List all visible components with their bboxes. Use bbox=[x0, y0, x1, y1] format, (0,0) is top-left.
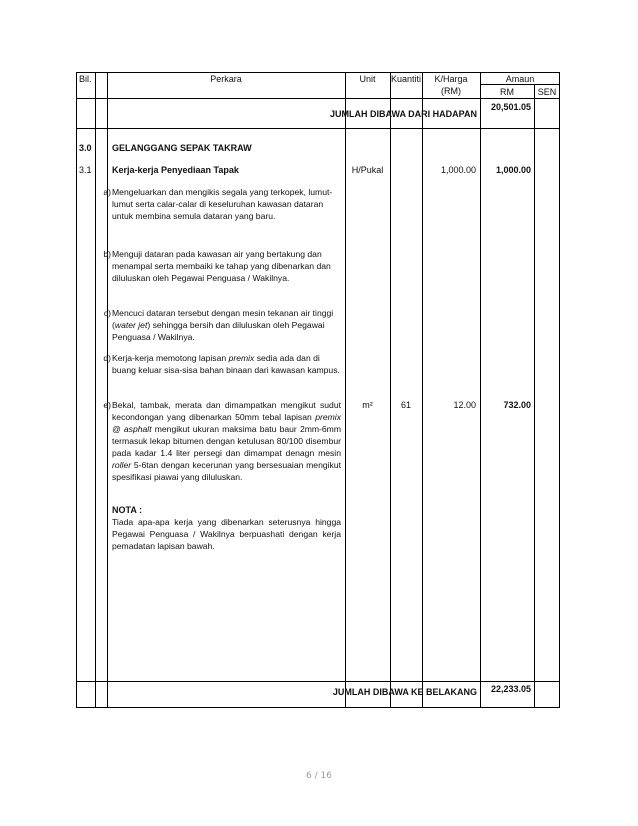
subitem-e-label: e) bbox=[103, 400, 111, 410]
subitem-d-text: Kerja-kerja memotong lapisan premix sedia ada dan di buang keluar sisa-sisa bahan binaan dari kawasan kampus. bbox=[112, 353, 340, 375]
item-unit: H/Pukal bbox=[351, 165, 384, 175]
column-rule bbox=[95, 72, 96, 708]
section-title: GELANGGANG SEPAK TAKRAW bbox=[112, 143, 252, 153]
subitem-d-label: d) bbox=[103, 353, 111, 363]
header-kuantiti: Kuantiti bbox=[390, 74, 422, 84]
subitem-e-amount: 732.00 bbox=[503, 400, 531, 410]
column-rule bbox=[107, 72, 108, 708]
nota-text: Tiada apa-apa kerja yang dibenarkan seterusnya hingga Pegawai Penguasa / Wakilnya berpuashati dengan kerja pemadatan lapisan bawah. bbox=[112, 517, 341, 551]
carried-forward-label: JUMLAH DIBAWA DARI HADAPAN bbox=[330, 109, 477, 119]
subitem-a-label: a) bbox=[103, 187, 111, 197]
subitem-e-rate: 12.00 bbox=[453, 400, 476, 410]
item-amount: 1,000.00 bbox=[495, 165, 531, 175]
subitem-b-label: b) bbox=[103, 249, 111, 259]
item-rate: 1,000.00 bbox=[440, 165, 476, 175]
header-rule bbox=[76, 98, 560, 99]
carried-forward-amount: 20,501.05 bbox=[490, 102, 531, 112]
header-kharga: K/Harga bbox=[434, 74, 468, 84]
subitem-e-quantity: 61 bbox=[400, 400, 411, 410]
carried-to-label: JUMLAH DIBAWA KE BELAKANG bbox=[332, 687, 477, 697]
table-border-bottom bbox=[76, 707, 560, 708]
header-kharga-unit: (RM) bbox=[441, 86, 461, 96]
item-number: 3.1 bbox=[79, 165, 92, 175]
nota-title: NOTA : bbox=[112, 505, 142, 515]
header-unit: Unit bbox=[359, 74, 376, 84]
subitem-e-text: Bekal, tambak, merata dan dimampatkan mengikut sudut kecondongan yang dibenarkan 50mm tebal lapisan premix @ asphalt mengikut ukuran maksima batu baur 2mm-6mm termasuk lekap bitumen dengan ketulusan 80/100 disembur pada kadar 1.4 liter persegi dan dimampat denagn mesin roller 5-6tan dengan kecerunan yang bersesuaian mengikut spesifikasi piawai yang diluluskan. bbox=[112, 400, 341, 482]
header-amaun: Amaun bbox=[505, 74, 535, 84]
carried-to-top-rule bbox=[76, 681, 560, 682]
section-number: 3.0 bbox=[79, 143, 92, 153]
carried-to-amount: 22,233.05 bbox=[490, 684, 531, 694]
subitem-e-unit: m² bbox=[362, 400, 373, 410]
subitem-a-text: Mengeluarkan dan mengikis segala yang terkopek, lumut-lumut serta calar-calar di keseluruhan kawasan dataran untuk membina semula dataran yang baru. bbox=[112, 187, 333, 221]
page-number: 6 / 16 bbox=[306, 771, 332, 781]
header-bil: Bil. bbox=[79, 74, 92, 84]
subitem-c-text: Mencuci dataran tersebut dengan mesin tekanan air tinggi (water jet) sehingga bersih dan diluluskan oleh Pegawai Penguasa / Wakilnya. bbox=[112, 308, 334, 342]
bill-of-quantities-table bbox=[76, 72, 560, 708]
carried-forward-rule bbox=[76, 128, 560, 129]
subitem-c-label: c) bbox=[103, 308, 111, 318]
item-title: Kerja-kerja Penyediaan Tapak bbox=[112, 165, 239, 175]
column-rule bbox=[534, 84, 535, 708]
header-perkara: Perkara bbox=[210, 74, 242, 84]
column-rule bbox=[390, 72, 391, 708]
subitem-b-text: Menguji dataran pada kawasan air yang bertakung dan menampal serta membaiki ke tahap yang dibenarkan dan diluluskan oleh Pegawai Penguasa / Wakilnya. bbox=[112, 249, 331, 283]
header-sen: SEN bbox=[537, 87, 557, 97]
header-rm: RM bbox=[500, 87, 514, 97]
table-border-left bbox=[76, 72, 77, 708]
table-border-right bbox=[559, 72, 560, 708]
